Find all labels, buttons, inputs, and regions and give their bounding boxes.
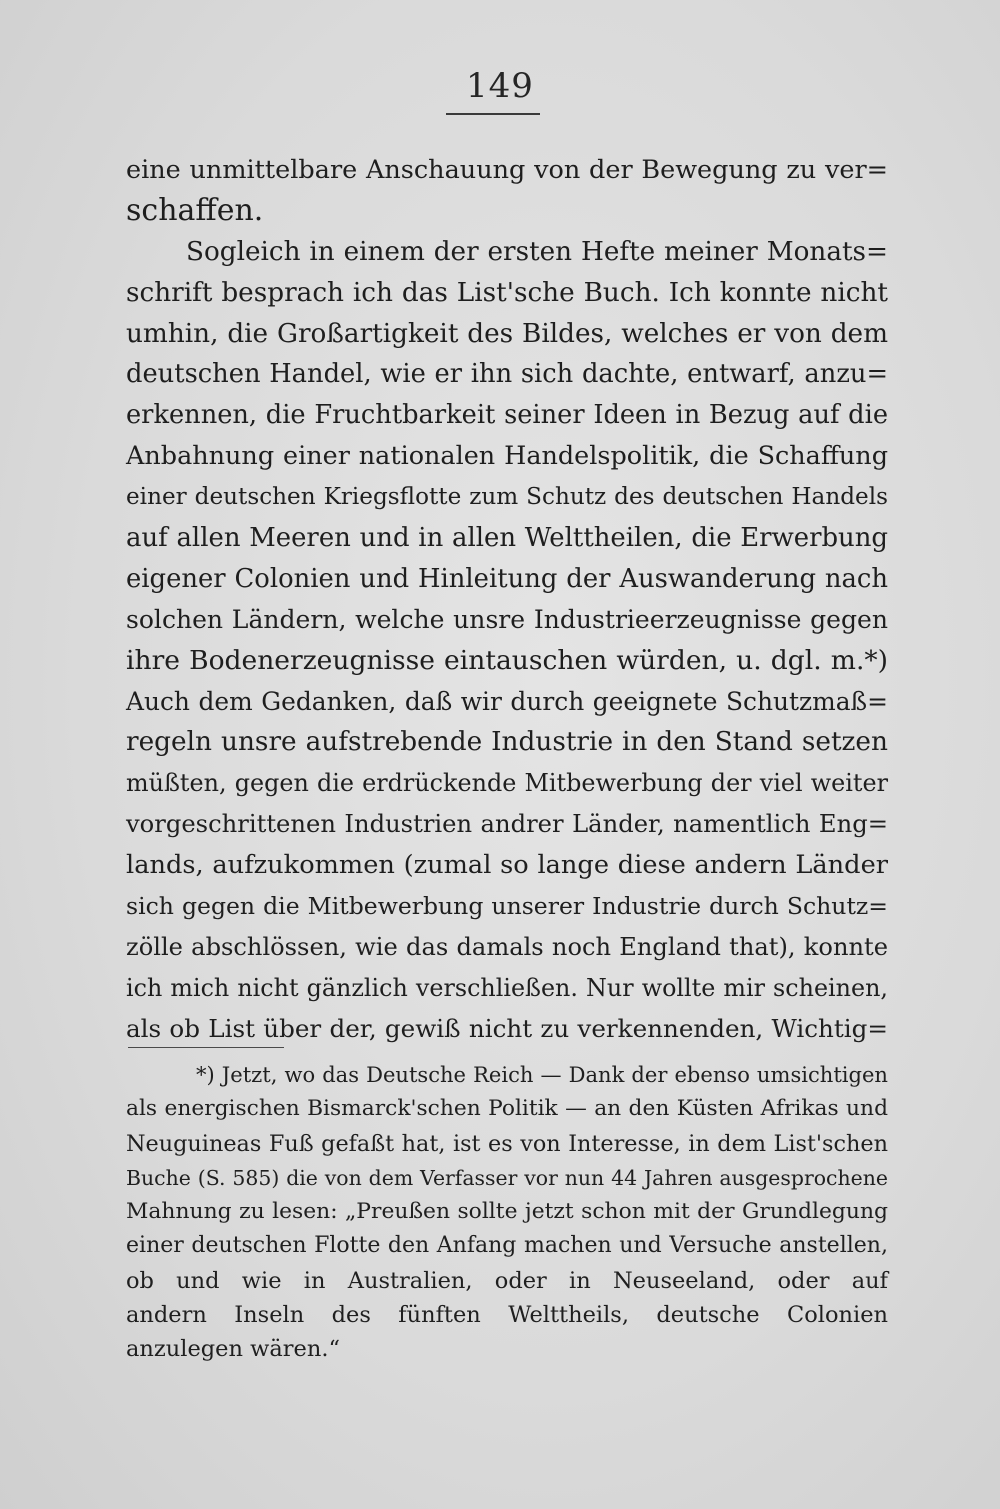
body-line: als ob List über der, gewiß nicht zu verkennenden, Wichtig= (126, 1013, 888, 1043)
body-line: schaffen. (126, 192, 264, 228)
body-line: lands, aufzukommen (zumal so lange diese andern Länder (126, 850, 888, 881)
footnote-line: als energischen Bismarck'schen Politik — an den Küsten Afrikas und (126, 1096, 888, 1122)
body-line: solchen Ländern, welche unsre Industrieerzeugnisse gegen (126, 604, 888, 634)
body-line: schrift besprach ich das List'sche Buch. Ich konnte nicht (126, 277, 888, 308)
body-line: regeln unsre aufstrebende Industrie in den Stand setzen (126, 727, 888, 758)
footnote-line: Neuguineas Fuß gefaßt hat, ist es von Interesse, in dem List'schen (126, 1130, 888, 1157)
body-line: auf allen Meeren und in allen Welttheilen, die Erwerbung (126, 523, 888, 554)
body-line: sich gegen die Mitbewerbung unserer Industrie durch Schutz= (126, 892, 888, 921)
body-line: umhin, die Großartigkeit des Bildes, welches er von dem (126, 318, 888, 349)
footnote-line: andern Inseln des fünften Welttheils, deutsche Colonien (126, 1302, 888, 1329)
body-line: eigener Colonien und Hinleitung der Auswanderung nach (126, 563, 888, 594)
body-line: Anbahnung einer nationalen Handelspolitik, die Schaffung (126, 441, 888, 472)
body-line: erkennen, die Fruchtbarkeit seiner Ideen in Bezug auf die (126, 400, 888, 431)
header-rule (446, 113, 540, 115)
footnote-line: ob und wie in Australien, oder in Neuseeland, oder auf (126, 1267, 888, 1294)
body-line: Auch dem Gedanken, daß wir durch geeignete Schutzmaß= (126, 686, 888, 716)
body-text (126, 150, 888, 1050)
body-line: eine unmittelbare Anschauung von der Bewegung zu ver= (126, 155, 888, 185)
body-line: vorgeschrittenen Industrien andrer Länder, namentlich Eng= (126, 810, 888, 839)
body-line: müßten, gegen die erdrückende Mitbewerbung der viel weiter (126, 769, 888, 798)
body-line: Sogleich in einem der ersten Hefte meiner Monats= (186, 236, 888, 267)
body-line: ich mich nicht gänzlich verschließen. Nur wollte mir scheinen, (126, 973, 888, 1002)
body-line: einer deutschen Kriegsflotte zum Schutz des deutschen Handels (126, 484, 888, 511)
footnote-line: anzulegen wären.“ (126, 1336, 341, 1363)
footnote-line: Buche (S. 585) die von dem Verfasser vor nun 44 Jahren ausgesprochene (126, 1165, 888, 1190)
page-number: 149 (466, 66, 534, 106)
body-line: deutschen Handel, wie er ihn sich dachte, entwarf, anzu= (126, 359, 888, 390)
body-line: zölle abschlössen, wie das damals noch England that), konnte (126, 932, 888, 961)
footnote-rule (128, 1047, 284, 1048)
footnote-line: *) Jetzt, wo das Deutsche Reich — Dank der ebenso umsichtigen (196, 1062, 888, 1087)
footnote (126, 1058, 888, 1367)
footnote-line: Mahnung zu lesen: „Preußen sollte jetzt schon mit der Grundlegung (126, 1199, 888, 1225)
footnote-line: einer deutschen Flotte den Anfang machen und Versuche anstellen, (126, 1233, 888, 1259)
body-line: ihre Bodenerzeugnisse eintauschen würden, u. dgl. m.*) (126, 644, 888, 676)
